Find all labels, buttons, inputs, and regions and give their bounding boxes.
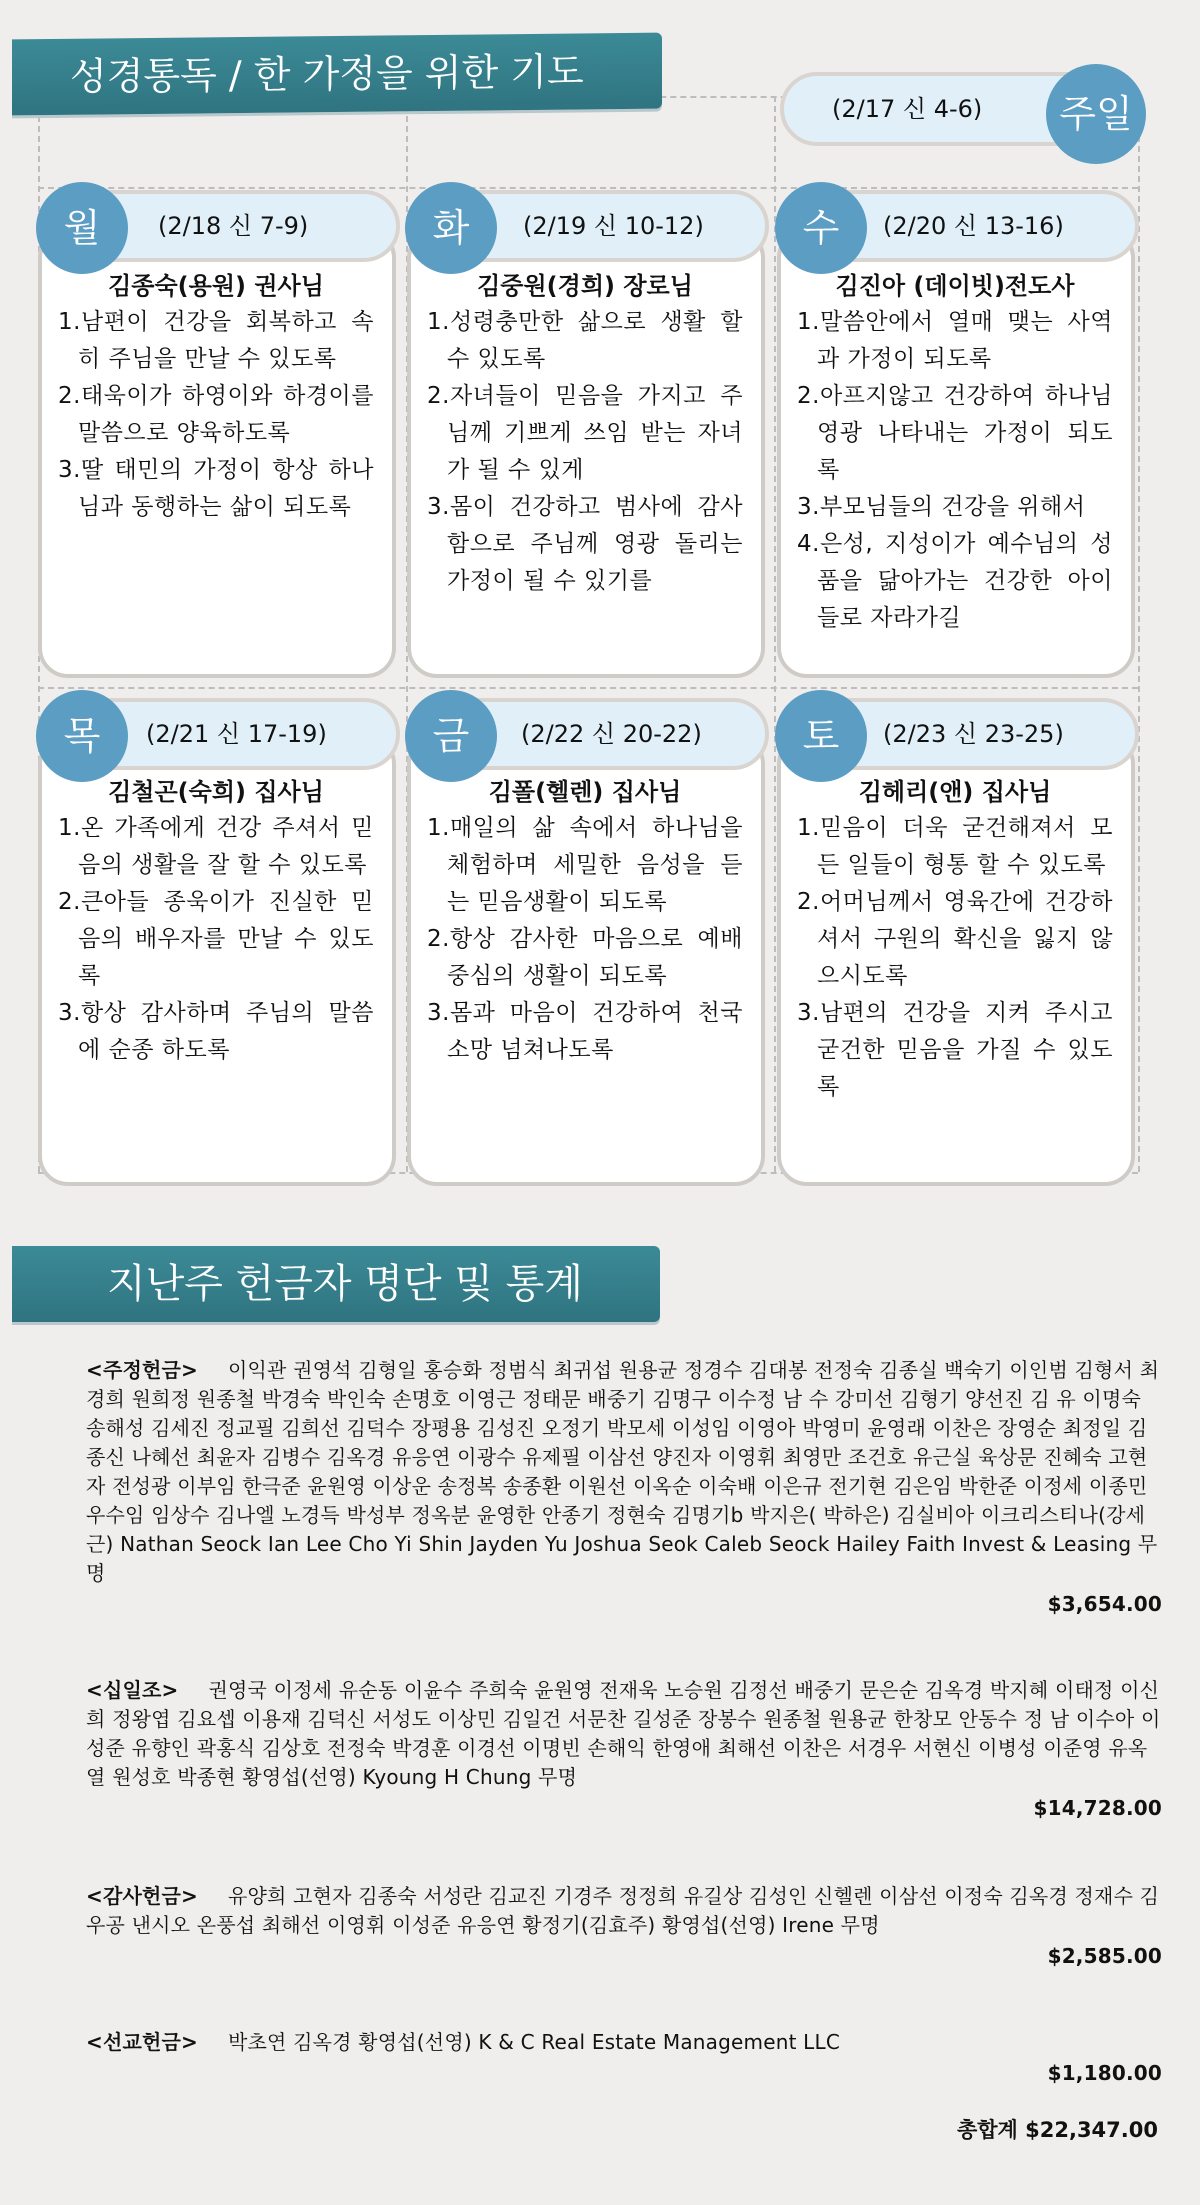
- offering-category: <감사헌금>: [86, 1884, 198, 1908]
- grand-total: 총합계 $22,347.00: [956, 2118, 1158, 2142]
- offering-amount: $1,180.00: [1047, 2061, 1162, 2085]
- prayer-card-mon: [38, 228, 396, 678]
- prayer-item: 1.온 가족에게 건강 주셔서 믿음의 생활을 잘 할 수 있도록: [58, 815, 374, 878]
- donor-list: 이익관 권영석 김형일 홍승화 정범식 최귀섭 원용균 정경수 김대봉 전정숙 김종실 백숙기 이인범 김형서 최경희 원희정 원종철 박경숙 박인숙 손명호 이영근 정태문 배중기 김명구 이수정 남 수 강미선 김형기 양선진 김 유 이명숙 송해성 김세진 정교필 김희선 김덕수 장평용 김성진 오정기 박모세 이성임 이영아 박영미 윤영래 이찬은 장영순 최정일 김종신 나혜선 최윤자 김병수 김옥경 유응연 이광수 유제필 이삼선 양진자 이영휘 최영만 조건호 유근실 육상문 진혜숙 고현자 전성광 이부임 한극준 윤원영 이상운 송정복 송종환 이원선 이옥순 이숙배 이은규 전기현 김은임 박한준 이정세 이종민 우수임 임상수 김나엘 노경득 박성부 정옥분 윤영한 안종기 정현숙 김명기b 박지은( 박하은) 김실비아 이크리스티나(강세근) Nathan Seock Ian Lee Cho Yi Shin Jayden Yu Joshua Seok Caleb Seock Hailey Faith Invest & Leasing 무명: [86, 1358, 1160, 1585]
- prayer-item: 1.매일의 삶 속에서 하나님을 체험하며 세밀한 음성을 듣는 믿음생활이 되도록: [427, 815, 743, 915]
- prayer-item: 1.남편이 건강을 회복하고 속히 주님을 만날 수 있도록: [58, 309, 374, 372]
- prayer-card-thu: [38, 734, 396, 1186]
- prayer-item: 3.몸과 마음이 건강하여 천국 소망 넘쳐나도록: [427, 1000, 743, 1063]
- offering-group-weekly: [86, 1356, 1162, 1619]
- sunday-day-circle: 주일: [1046, 64, 1146, 164]
- day-pill-fri: [407, 698, 769, 770]
- prayer-item: 1.믿음이 더욱 굳건해져서 모든 일들이 형통 할 수 있도록: [797, 815, 1113, 878]
- family-name: 김진아 (데이빗)전도사: [835, 272, 1075, 300]
- prayer-item: 1.성령충만한 삶으로 생활 할 수 있도록: [427, 309, 743, 372]
- prayer-section-title: 성경통독 / 한 가정을 위한 기도: [70, 49, 584, 99]
- day-circle: 금: [405, 690, 497, 782]
- day-reading: (2/19 신 10-12): [523, 212, 704, 240]
- prayer-item: 2.아프지않고 건강하여 하나님 영광 나타내는 가정이 되도록: [797, 383, 1113, 483]
- offering-category: <선교헌금>: [86, 2030, 198, 2054]
- day-reading: (2/20 신 13-16): [883, 212, 1064, 240]
- day-pill-wed: [777, 190, 1139, 262]
- prayer-card-fri: [407, 734, 765, 1186]
- prayer-item: 3.부모님들의 건강을 위해서: [797, 494, 1086, 520]
- prayer-item: 3.몸이 건강하고 범사에 감사함으로 주님께 영광 돌리는 가정이 될 수 있기를: [427, 494, 743, 594]
- prayer-item: 2.큰아들 종욱이가 진실한 믿음의 배우자를 만날 수 있도록: [58, 889, 374, 989]
- offering-group-mission: [86, 2028, 1162, 2088]
- day-reading: (2/23 신 23-25): [883, 720, 1064, 748]
- day-pill-sat: [777, 698, 1139, 770]
- family-name: 김중원(경희) 장로님: [477, 272, 693, 300]
- offering-category: <십일조>: [86, 1678, 179, 1702]
- prayer-item: 2.어머님께서 영육간에 건강하셔서 구원의 확신을 잃지 않으시도록: [797, 889, 1113, 989]
- offering-names: [86, 1356, 1162, 1588]
- prayer-item: 3.남편의 건강을 지켜 주시고 굳건한 믿음을 가질 수 있도록: [797, 1000, 1113, 1100]
- offering-names: [86, 2028, 1162, 2057]
- day-circle: 토: [775, 690, 867, 782]
- offering-amount: $3,654.00: [1047, 1592, 1162, 1616]
- sunday-reading: (2/17 신 4-6): [832, 95, 983, 123]
- family-name: 김종숙(용원) 권사님: [108, 272, 324, 300]
- prayer-card-tue: [407, 228, 765, 678]
- day-pill-tue: [407, 190, 769, 262]
- day-circle: 화: [405, 182, 497, 274]
- donor-list: 권영국 이정세 유순동 이윤수 주희숙 윤원영 전재욱 노승원 김정선 배중기 문은순 김옥경 박지혜 이태정 이신희 정왕엽 김요셉 이용재 김덕신 서성도 이상민 김일건 서문찬 길성준 장봉수 원종철 원용균 한창모 안동수 정 남 이수아 이성준 유향인 곽홍식 김상호 전정숙 박경훈 이경선 이명빈 손해익 한영애 최해선 이찬은 서경우 서현신 이병성 이준영 유옥열 원성호 박종현 황영섭(선영) Kyoung H Chung 무명: [86, 1678, 1161, 1789]
- offering-group-tithe: [86, 1676, 1162, 1823]
- day-circle: 목: [36, 690, 128, 782]
- offering-section-banner: [12, 1246, 660, 1322]
- offering-names: [86, 1676, 1162, 1792]
- offering-group-thanks: [86, 1882, 1162, 1971]
- prayer-item: 3.딸 태민의 가정이 항상 하나님과 동행하는 삶이 되도록: [58, 457, 374, 520]
- prayer-item: 1.말씀안에서 열매 맺는 사역과 가정이 되도록: [797, 309, 1113, 372]
- offering-category: <주정헌금>: [86, 1358, 198, 1382]
- prayer-section-banner: [12, 33, 662, 116]
- guide-line: [1138, 96, 1140, 1172]
- offering-amount: $14,728.00: [1033, 1796, 1162, 1820]
- day-reading: (2/21 신 17-19): [146, 720, 327, 748]
- offering-names: [86, 1882, 1162, 1940]
- prayer-item: 2.태욱이가 하영이와 하경이를 말씀으로 양육하도록: [58, 383, 374, 446]
- offering-section-title: 지난주 헌금자 명단 및 통계: [107, 1261, 583, 1307]
- prayer-card-sat: [777, 734, 1135, 1186]
- day-reading: (2/22 신 20-22): [521, 720, 702, 748]
- sunday-pill: [780, 72, 1142, 146]
- prayer-card-wed: [777, 228, 1135, 678]
- prayer-item: 3.항상 감사하며 주님의 말씀에 순종 하도록: [58, 1000, 374, 1063]
- guide-line: [38, 687, 1138, 689]
- day-reading: (2/18 신 7-9): [158, 212, 309, 240]
- day-circle: 월: [36, 182, 128, 274]
- offering-amount: $2,585.00: [1047, 1944, 1162, 1968]
- guide-line: [38, 187, 1138, 189]
- guide-line: [774, 96, 776, 1172]
- day-circle: 수: [775, 182, 867, 274]
- donor-list: 박초연 김옥경 황영섭(선영) K & C Real Estate Management LLC: [228, 2030, 841, 2054]
- day-pill-mon: [38, 190, 400, 262]
- prayer-item: 4.은성, 지성이가 예수님의 성품을 닮아가는 건강한 아이들로 자라가길: [797, 531, 1113, 631]
- day-pill-thu: [38, 698, 400, 770]
- donor-list: 유양희 고현자 김종숙 서성란 김교진 기경주 정정희 유길상 김성인 신헬렌 이삼선 이정숙 김옥경 정재수 김우공 낸시오 온풍섭 최해선 이영휘 이성준 유응연 황정기(김효주) 황영섭(선영) Irene 무명: [86, 1884, 1160, 1937]
- family-name: 김철곤(숙희) 집사님: [108, 778, 324, 806]
- family-name: 김헤리(앤) 집사님: [858, 778, 1052, 806]
- family-name: 김폴(헬렌) 집사님: [488, 778, 682, 806]
- prayer-item: 2.자녀들이 믿음을 가지고 주님께 기쁘게 쓰임 받는 자녀가 될 수 있게: [427, 383, 743, 483]
- prayer-item: 2.항상 감사한 마음으로 예배 중심의 생활이 되도록: [427, 926, 743, 989]
